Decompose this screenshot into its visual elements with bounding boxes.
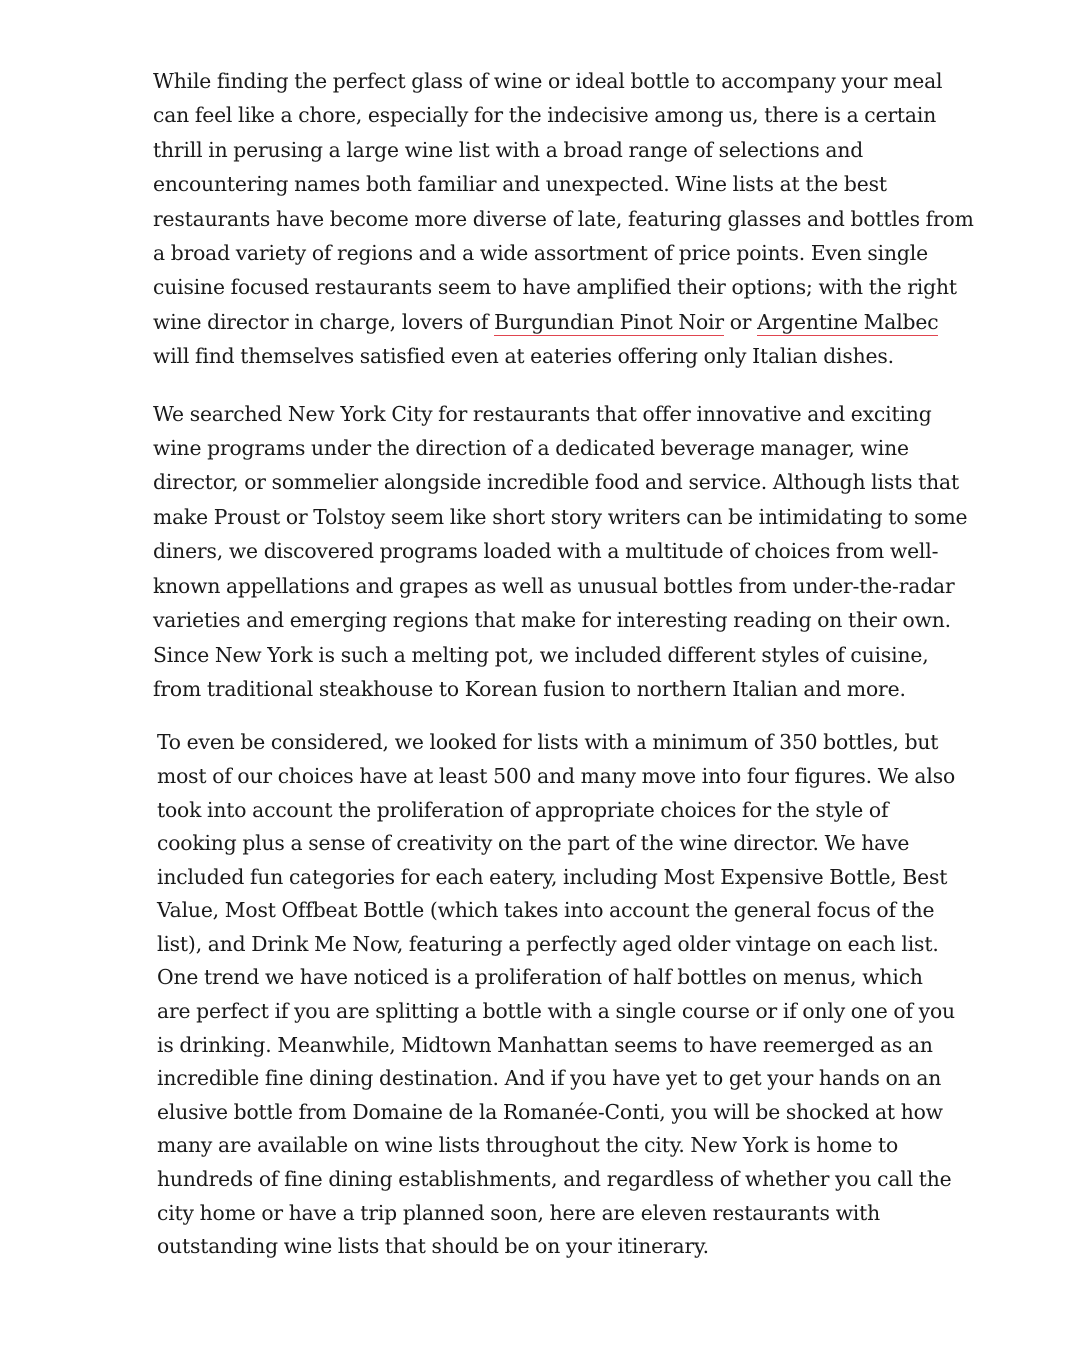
intro-text-middle: or	[723, 309, 758, 334]
burgundian-pinot-noir-link[interactable]: Burgundian Pinot Noir	[494, 309, 724, 334]
paragraph-intro	[153, 64, 975, 374]
argentine-malbec-link[interactable]: Argentine Malbec	[757, 309, 939, 334]
paragraph-search-criteria: We searched New York City for restaurants that offer innovative and exciting wine programs under the direction of a dedicated beverage manager, wine director, or sommelier alongside incredible food and service. Although lists that make Proust or Tolstoy seem like short story writers can be intimidating to some diners, we discovered programs loaded with a multitude of choices from well-known appellations and grapes as well as unusual bottles from under-the-radar varieties and emerging regions that make for interesting reading on their own. Since New York is such a melting pot, we included different styles of cuisine, from traditional steakhouse to Korean fusion to northern Italian and more.	[153, 401, 968, 701]
intro-text-start: While finding the perfect glass of wine or ideal bottle to accompany your meal can feel like a chore, especially for the indecisive among us, there is a certain thrill in perusing a large wine list with a broad range of selections and encountering names both familiar and unexpected. Wine lists at the best restaurants have become more diverse of late, featuring glasses and bottles from a broad variety of regions and a wide assortment of price points. Even single cuisine focused restaurants seem to have amplified their options; with the right wine director in charge, lovers of	[153, 69, 974, 334]
article-body	[153, 64, 975, 1264]
paragraph-selection-details: To even be considered, we looked for lists with a minimum of 350 bottles, but most of our choices have at least 500 and many move into four figures. We also took into account the proliferation of appropriate choices for the style of cooking plus a sense of creativity on the part of the wine director. We have included fun categories for each eatery, including Most Expensive Bottle, Best Value, Most Offbeat Bottle (which takes into account the general focus of the list), and Drink Me Now, featuring a perfectly aged older vintage on each list. One trend we have noticed is a proliferation of half bottles on menus, which are perfect if you are splitting a bottle with a single course or if only one of you is drinking. Meanwhile, Midtown Manhattan seems to have reemerged as an incredible fine dining destination. And if you have yet to get your hands on an elusive bottle from Domaine de la Romanée-Conti, you will be shocked at how many are available on wine lists throughout the city. New York is home to hundreds of fine dining establishments, and regardless of whether you call the city home or have a trip planned soon, here are eleven restaurants with outstanding wine lists that should be on your itinerary.	[157, 730, 956, 1259]
intro-text-end: will find themselves satisfied even at eateries offering only Italian dishes.	[153, 344, 894, 369]
